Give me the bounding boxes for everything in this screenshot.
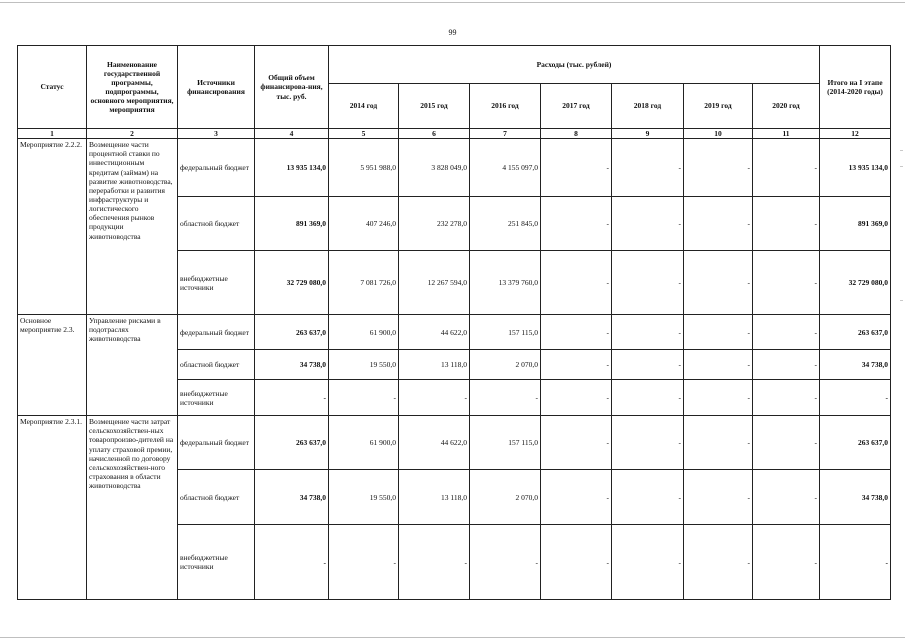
year-amount: -	[684, 315, 753, 350]
year-amount: -	[612, 470, 684, 525]
year-amount: 407 246,0	[329, 197, 399, 251]
header-year: 2015 год	[399, 84, 470, 129]
year-amount: -	[541, 251, 612, 315]
scan-edge-mark	[900, 150, 903, 151]
header-year: 2016 год	[470, 84, 541, 129]
column-number: 4	[255, 129, 329, 139]
year-amount: -	[753, 251, 820, 315]
year-amount: -	[753, 470, 820, 525]
scan-edge-top	[0, 2, 905, 3]
year-amount: 44 622,0	[399, 315, 470, 350]
column-number: 9	[612, 129, 684, 139]
column-number: 11	[753, 129, 820, 139]
year-amount: 232 278,0	[399, 197, 470, 251]
year-amount: -	[753, 380, 820, 416]
header-stage-total: Итого на I этапе (2014-2020 годы)	[820, 46, 891, 129]
scan-edge-mark	[900, 166, 903, 167]
header-expenses: Расходы (тыс. рублей)	[329, 46, 820, 84]
year-amount: -	[612, 525, 684, 600]
stage-total-amount: 13 935 134,0	[820, 139, 891, 197]
year-amount: 61 900,0	[329, 416, 399, 470]
total-amount: -	[255, 380, 329, 416]
stage-total-amount: 263 637,0	[820, 315, 891, 350]
year-amount: 2 070,0	[470, 350, 541, 380]
column-number: 8	[541, 129, 612, 139]
year-amount: -	[753, 197, 820, 251]
year-amount: -	[753, 350, 820, 380]
row-status: Мероприятие 2.3.1.	[18, 416, 87, 600]
year-amount: -	[612, 350, 684, 380]
stage-total-amount: -	[820, 380, 891, 416]
year-amount: 13 118,0	[399, 470, 470, 525]
column-number: 10	[684, 129, 753, 139]
row-name: Возмещение части процентной ставки по инвестиционным кредитам (займам) на развитие животноводства, переработки и развития инфраструктуры и логистического обеспечения рынков продукции животноводства	[87, 139, 178, 315]
stage-total-amount: 263 637,0	[820, 416, 891, 470]
total-amount: 263 637,0	[255, 315, 329, 350]
stage-total-amount: 34 738,0	[820, 350, 891, 380]
scan-edge-bottom	[0, 637, 905, 638]
year-amount: 44 622,0	[399, 416, 470, 470]
year-amount: -	[541, 470, 612, 525]
stage-total-amount: 891 369,0	[820, 197, 891, 251]
row-name: Возмещение части затрат сельскохозяйствен-ных товаропроизво-дителей на уплату страховой премии, начисленной по договору сельскохозяйствен-ного страхования в области животноводства	[87, 416, 178, 600]
funding-source: федеральный бюджет	[178, 139, 255, 197]
year-amount: -	[612, 416, 684, 470]
year-amount: 12 267 594,0	[399, 251, 470, 315]
total-amount: -	[255, 525, 329, 600]
column-number: 6	[399, 129, 470, 139]
year-amount: -	[753, 416, 820, 470]
column-number: 3	[178, 129, 255, 139]
year-amount: -	[684, 197, 753, 251]
table-row	[18, 416, 891, 470]
year-amount: -	[541, 315, 612, 350]
total-amount: 263 637,0	[255, 416, 329, 470]
budget-table	[17, 45, 891, 600]
year-amount: 5 951 988,0	[329, 139, 399, 197]
year-amount: -	[612, 139, 684, 197]
scan-edge-mark	[900, 300, 903, 301]
column-number: 5	[329, 129, 399, 139]
year-amount: -	[541, 197, 612, 251]
funding-source: областной бюджет	[178, 350, 255, 380]
funding-source: внебюджетные источники	[178, 251, 255, 315]
year-amount: 13 379 760,0	[470, 251, 541, 315]
year-amount: -	[753, 139, 820, 197]
stage-total-amount: 34 738,0	[820, 470, 891, 525]
year-amount: -	[684, 350, 753, 380]
year-amount: 251 845,0	[470, 197, 541, 251]
column-number: 2	[87, 129, 178, 139]
year-amount: 7 081 726,0	[329, 251, 399, 315]
table-row	[18, 139, 891, 197]
year-amount: 19 550,0	[329, 350, 399, 380]
stage-total-amount: 32 729 080,0	[820, 251, 891, 315]
funding-source: областной бюджет	[178, 470, 255, 525]
year-amount: -	[612, 251, 684, 315]
year-amount: -	[684, 251, 753, 315]
total-amount: 34 738,0	[255, 470, 329, 525]
page-number: 99	[448, 28, 457, 37]
year-amount: 157 115,0	[470, 315, 541, 350]
year-amount: 61 900,0	[329, 315, 399, 350]
header-year: 2017 год	[541, 84, 612, 129]
table-row	[18, 315, 891, 350]
year-amount: 157 115,0	[470, 416, 541, 470]
year-amount: 3 828 049,0	[399, 139, 470, 197]
header-year: 2018 год	[612, 84, 684, 129]
year-amount: -	[541, 416, 612, 470]
header-name: Наименование государственной программы, подпрограммы, основного мероприятия, мероприятия	[87, 46, 178, 129]
header-total: Общий объем финансирова-ния, тыс. руб.	[255, 46, 329, 129]
total-amount: 891 369,0	[255, 197, 329, 251]
year-amount: -	[684, 380, 753, 416]
column-number: 12	[820, 129, 891, 139]
year-amount: -	[684, 416, 753, 470]
row-status: Основное мероприятие 2.3.	[18, 315, 87, 416]
year-amount: -	[541, 350, 612, 380]
funding-source: федеральный бюджет	[178, 315, 255, 350]
header-year: 2020 год	[753, 84, 820, 129]
year-amount: -	[684, 139, 753, 197]
stage-total-amount: -	[820, 525, 891, 600]
year-amount: -	[541, 380, 612, 416]
funding-source: областной бюджет	[178, 197, 255, 251]
year-amount: 13 118,0	[399, 350, 470, 380]
year-amount: 4 155 097,0	[470, 139, 541, 197]
column-number: 1	[18, 129, 87, 139]
column-number-row	[18, 129, 891, 139]
header-status: Статус	[18, 46, 87, 129]
year-amount: 19 550,0	[329, 470, 399, 525]
funding-source: внебюджетные источники	[178, 525, 255, 600]
year-amount: -	[612, 380, 684, 416]
year-amount: -	[470, 380, 541, 416]
year-amount: -	[684, 525, 753, 600]
year-amount: -	[753, 525, 820, 600]
total-amount: 34 738,0	[255, 350, 329, 380]
row-name: Управление рисками в подотраслях животноводства	[87, 315, 178, 416]
year-amount: -	[753, 315, 820, 350]
year-amount: -	[612, 315, 684, 350]
year-amount: -	[541, 139, 612, 197]
header-year: 2014 год	[329, 84, 399, 129]
year-amount: -	[470, 525, 541, 600]
year-amount: -	[612, 197, 684, 251]
column-number: 7	[470, 129, 541, 139]
year-amount: -	[684, 470, 753, 525]
header-year: 2019 год	[684, 84, 753, 129]
year-amount: 2 070,0	[470, 470, 541, 525]
funding-source: внебюджетные источники	[178, 380, 255, 416]
header-sources: Источники финансирования	[178, 46, 255, 129]
year-amount: -	[329, 380, 399, 416]
total-amount: 13 935 134,0	[255, 139, 329, 197]
row-status: Мероприятие 2.2.2.	[18, 139, 87, 315]
year-amount: -	[329, 525, 399, 600]
year-amount: -	[399, 525, 470, 600]
year-amount: -	[399, 380, 470, 416]
year-amount: -	[541, 525, 612, 600]
funding-source: федеральный бюджет	[178, 416, 255, 470]
total-amount: 32 729 080,0	[255, 251, 329, 315]
